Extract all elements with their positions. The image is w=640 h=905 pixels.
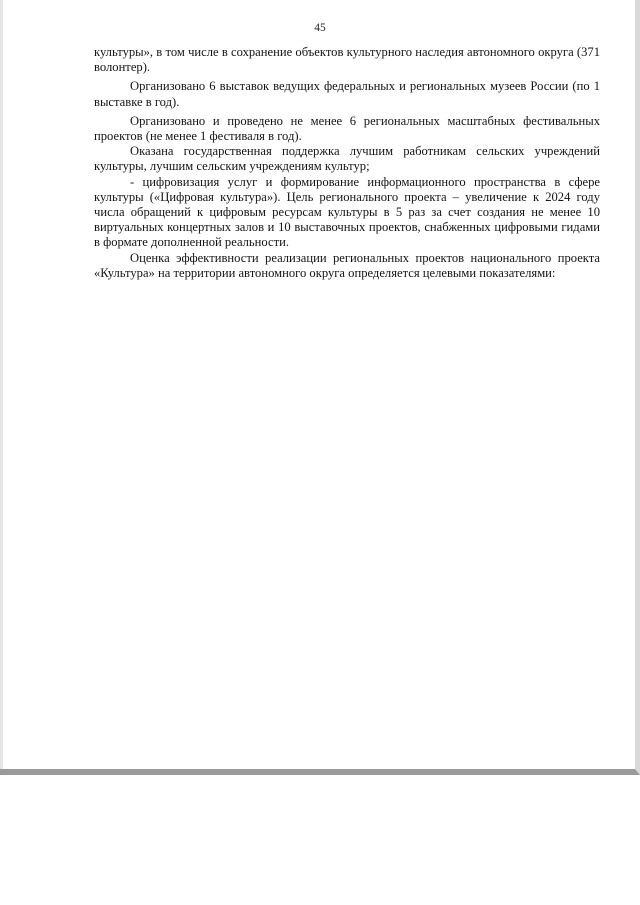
paragraph-festivals: Организовано и проведено не менее 6 региональных масштабных фестивальных проектов (не менее 1 фестиваля в год). — [94, 113, 600, 144]
paragraph-digital-culture: - цифровизация услуг и формирование информационного пространства в сфере культуры («Цифровая культура»). Цель регионального проекта – увеличение к 2024 году числа обращений к цифровым ресурсам культуры в 5 раз за счет создания не менее 10 виртуальных концертных залов и 10 выставочных проектов, снабженных цифровыми гидами в формате дополненной реальности. — [94, 174, 600, 250]
page-number: 45 — [314, 22, 326, 34]
body-text — [94, 45, 600, 281]
paragraph-evaluation: Оценка эффективности реализации региональных проектов национального проекта «Культура» на территории автономного округа определяется целевыми показателями: — [94, 250, 600, 280]
paragraph-volunteers: культуры», в том числе в сохранение объектов культурного наследия автономного округа (371 волонтер). — [94, 45, 600, 75]
scan-edge — [0, 0, 3, 769]
paragraph-support: Оказана государственная поддержка лучшим работникам сельских учреждений культуры, лучшим сельским учреждениям культур; — [94, 144, 600, 174]
paragraph-exhibitions: Организовано 6 выставок ведущих федеральных и региональных музеев России (по 1 выставке в год). — [94, 79, 600, 109]
